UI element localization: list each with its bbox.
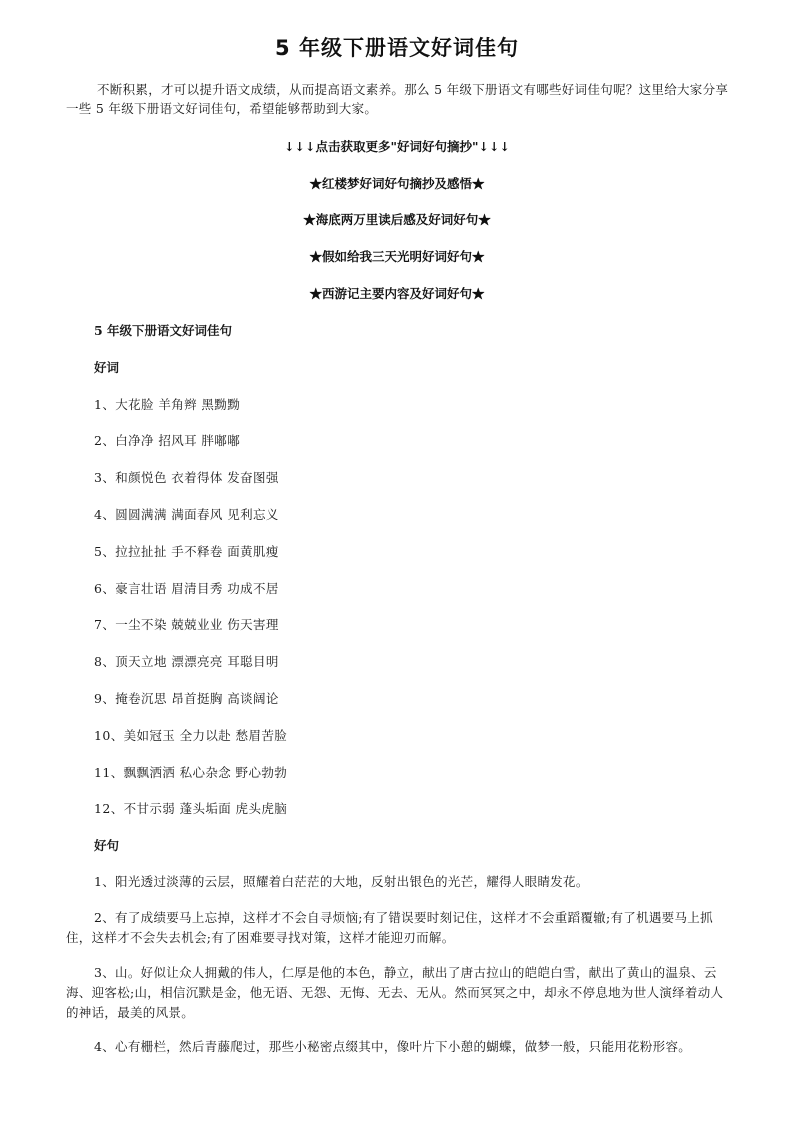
word-item: 12、不甘示弱 蓬头垢面 虎头虎脑 [94,801,288,816]
word-item: 1、大花脸 羊角辫 黑黝黝 [94,397,241,412]
link-haidi-liangwanli[interactable]: ★海底两万里读后感及好词好句★ [303,212,491,227]
more-phrases-link[interactable]: ↓↓↓点击获取更多"好词好句摘抄"↓↓↓ [284,139,510,154]
link-hongloumeng[interactable]: ★红楼梦好词好句摘抄及感悟★ [309,176,485,191]
link-jiaru-santian-guangming[interactable]: ★假如给我三天光明好词好句★ [309,249,485,264]
word-item: 9、掩卷沉思 昂首挺胸 高谈阔论 [94,691,279,706]
word-item: 5、拉拉扯扯 手不释卷 面黄肌瘦 [94,544,279,559]
word-item: 7、一尘不染 兢兢业业 伤天害理 [94,617,279,632]
sentence-item: 2、有了成绩要马上忘掉，这样才不会自寻烦恼;有了错误要时刻记住，这样才不会重蹈覆辙;有了机遇要马上抓住，这样才不会失去机会;有了困难要寻找对策，这样才能迎刃而解。 [66,910,713,945]
section-title: 5 年级下册语文好词佳句 [94,323,233,338]
sentence-item: 1、阳光透过淡薄的云层，照耀着白茫茫的大地，反射出银色的光芒，耀得人眼睛发花。 [94,874,589,889]
word-item: 4、圆圆满满 满面春风 见利忘义 [94,507,279,522]
sentence-item: 4、心有栅栏，然后青藤爬过，那些小秘密点缀其中，像叶片下小憩的蝴蝶，做梦一般，只能用花粉形容。 [94,1039,692,1054]
sentences-heading: 好句 [94,838,120,853]
page-title: 5 年级下册语文好词佳句 [275,36,519,60]
word-item: 10、美如冠玉 全力以赴 愁眉苦脸 [94,728,288,743]
word-item: 8、顶天立地 漂漂亮亮 耳聪目明 [94,654,279,669]
word-item: 6、豪言壮语 眉清目秀 功成不居 [94,581,279,596]
word-item: 3、和颜悦色 衣着得体 发奋图强 [94,470,279,485]
link-xiyouji[interactable]: ★西游记主要内容及好词好句★ [309,286,485,301]
intro-paragraph: 不断积累，才可以提升语文成绩，从而提高语文素养。那么 5 年级下册语文有哪些好词佳句呢？这里给大家分享一些 5 年级下册语文好词佳句，希望能够帮助到大家。 [66,82,729,116]
words-heading: 好词 [94,360,120,375]
word-item: 2、白净净 招风耳 胖嘟嘟 [94,433,241,448]
sentence-item: 3、山。好似让众人拥戴的伟人，仁厚是他的本色，静立，献出了唐古拉山的皑皑白雪，献出了黄山的温泉、云海、迎客松;山，相信沉默是金，他无语、无怨、无悔、无去、无从。然而冥冥之中，却永不停息地为世人演绎着动人的神话，最美的风景。 [66,965,724,1020]
word-item: 11、飘飘洒洒 私心杂念 野心勃勃 [94,765,288,780]
